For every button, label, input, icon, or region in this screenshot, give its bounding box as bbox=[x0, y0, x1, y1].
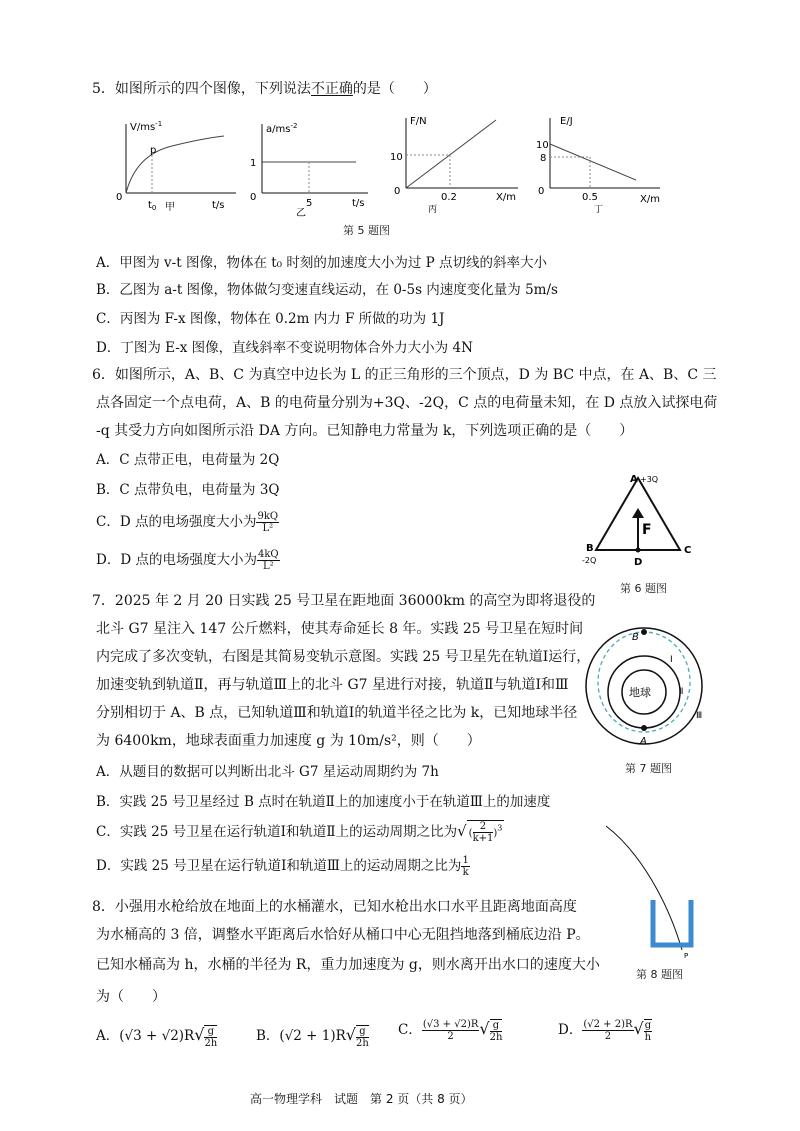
bing-origin: 0 bbox=[394, 186, 401, 197]
bing-ytick: 10 bbox=[390, 152, 403, 163]
q6-stem-line-3: -q 其受力方向如图所示沿 DA 方向。已知静电力常量为 k，下列选项正确的是（ ） bbox=[96, 423, 634, 439]
q5-stem: 5．如图所示的四个图像，下列说法不正确的是（ ） bbox=[92, 81, 437, 97]
vertex-b-charge: -2Q bbox=[582, 556, 597, 565]
ding-xlabel: X/m bbox=[640, 194, 660, 205]
q5-option-a: A．甲图为 v-t 图像，物体在 t₀ 时刻的加速度大小为过 P 点切线的斜率大小 bbox=[96, 255, 548, 271]
q6-stem-line-1: 6．如图所示，A、B、C 为真空中边长为 L 的正三角形的三个顶点，D 为 BC 中点，在 A、B、C 三 bbox=[92, 367, 717, 383]
q7-option-d: D．实践 25 号卫星在运行轨道Ⅰ和轨道Ⅲ上的运动周期之比为 $\frac{1}{k}$ bbox=[96, 855, 469, 878]
q8-option-b: B．(√2 + 1)R√ $\frac{g}{2h}$ bbox=[256, 1025, 369, 1049]
orbit-i-label: Ⅰ bbox=[670, 655, 673, 665]
q7-stem-line-2: 北斗 G7 星注入 147 公斤燃料，使其寿命延长 8 年。实践 25 号卫星在短时间 bbox=[96, 621, 584, 637]
q6-option-d: D．D 点的电场强度大小为 $\frac{4kQ}{\text{L²}}$ bbox=[96, 549, 279, 572]
ding-origin: 0 bbox=[538, 186, 545, 197]
jia-point-label: p bbox=[150, 145, 157, 156]
yi-xtick: 5 bbox=[306, 198, 313, 209]
q6-triangle-figure bbox=[578, 470, 698, 570]
q8-option-d: D． $\frac{(√2 + 2)R}{2}$ √ $\frac{g}{h}$ bbox=[558, 1019, 652, 1043]
q8-stem-line-2: 为水桶高的 3 倍，调整水平距离后水恰好从桶口中心无阻挡地落到桶底边沿 P。 bbox=[96, 927, 590, 943]
q5-option-d: D．丁图为 E-x 图像，直线斜率不变说明物体合外力大小为 4N bbox=[96, 340, 473, 356]
q7-orbit-figure bbox=[582, 620, 722, 750]
jia-xtick: $t_0$ bbox=[148, 200, 157, 212]
q7-stem-line-3: 内完成了多次变轨，右图是其简易变轨示意图。实践 25 号卫星先在轨道Ⅰ运行， bbox=[96, 649, 591, 665]
q7-caption: 第 7 题图 bbox=[625, 762, 672, 775]
point-p-label: P bbox=[684, 952, 689, 960]
point-b-label: B bbox=[632, 632, 639, 643]
q8-option-a: A．(√3 + √2)R√ $\frac{g}{2h}$ bbox=[96, 1025, 218, 1049]
q6-option-b: B．C 点带负电，电荷量为 3Q bbox=[96, 482, 280, 498]
orbit-iii-label: Ⅲ bbox=[696, 711, 703, 721]
q6-stem-line-2: 点各固定一个点电荷，A、B 的电荷量分别为+3Q、-2Q，C 点的电荷量未知，在 D 点放入试探电荷 bbox=[96, 395, 718, 411]
force-label: F bbox=[642, 522, 652, 538]
jia-xlabel: t/s bbox=[212, 200, 225, 211]
bing-xlabel: X/m bbox=[496, 192, 516, 203]
jia-origin: 0 bbox=[116, 192, 123, 203]
point-d-label: D bbox=[634, 557, 643, 568]
q7-option-b: B．实践 25 号卫星经过 B 点时在轨道Ⅱ上的加速度小于在轨道Ⅲ上的加速度 bbox=[96, 794, 551, 810]
yi-ytick: 1 bbox=[250, 158, 257, 169]
vertex-a-label: A bbox=[630, 474, 638, 485]
yi-name: 乙 bbox=[296, 208, 306, 218]
q8-stem-line-4: 为（ ） bbox=[96, 989, 166, 1005]
yi-ylabel: $a/ms^{-2}$ bbox=[266, 122, 298, 135]
q8-bucket-figure bbox=[600, 822, 700, 962]
q6-option-a: A．C 点带正电，电荷量为 2Q bbox=[96, 452, 280, 468]
orbit-ii bbox=[598, 632, 690, 732]
ding-ytick-10: 10 bbox=[536, 140, 549, 151]
ding-ylabel: E/J bbox=[560, 116, 573, 127]
bing-xtick: 0.2 bbox=[441, 192, 457, 203]
vertex-c-label: C bbox=[684, 545, 692, 556]
graph-jia bbox=[112, 118, 242, 218]
ding-xtick: 0.5 bbox=[582, 192, 598, 203]
q6-caption: 第 6 题图 bbox=[620, 582, 667, 595]
bing-ylabel: F/N bbox=[410, 116, 427, 127]
q8-stem-line-1: 8．小强用水枪给放在地面上的水桶灌水，已知水枪出水口水平且距离地面高度 bbox=[92, 899, 577, 915]
bing-name: 丙 bbox=[428, 205, 438, 215]
point-a-label: A bbox=[640, 736, 647, 747]
vertex-a-charge: +3Q bbox=[640, 475, 659, 484]
jia-name: 甲 bbox=[165, 202, 175, 213]
page-footer: 高一物理学科 试题 第 2 页（共 8 页） bbox=[250, 1092, 473, 1106]
q5-caption: 第 5 题图 bbox=[343, 224, 390, 237]
q8-option-c: C． $\frac{(√3 + √2)R}{2}$ √ $\frac{g}{2h}$ bbox=[398, 1019, 503, 1043]
ding-ytick-8: 8 bbox=[540, 153, 547, 164]
q7-option-a: A．从题目的数据可以判断出北斗 G7 星运动周期约为 7h bbox=[96, 764, 439, 780]
graph-bing bbox=[388, 108, 528, 218]
q7-stem-line-1: 7．2025 年 2 月 20 日实践 25 号卫星在距地面 36000km 的高空为即将退役的 bbox=[92, 593, 596, 609]
yi-origin: 0 bbox=[250, 192, 257, 203]
earth-label: 地球 bbox=[629, 686, 651, 699]
q7-option-c: C．实践 25 号卫星在运行轨道Ⅰ和轨道Ⅱ上的运动周期之比为√ ( $\frac{2}{k+1}$ )$^3$ bbox=[96, 821, 503, 844]
q7-stem-line-4: 加速变轨到轨道Ⅱ，再与轨道Ⅲ上的北斗 G7 星进行对接，轨道Ⅱ与轨道Ⅰ和Ⅲ bbox=[96, 677, 569, 693]
q7-stem-line-5: 分别相切于 A、B 点，已知轨道Ⅲ和轨道Ⅰ的轨道半径之比为 k，已知地球半径 bbox=[96, 705, 578, 721]
q5-option-c: C．丙图为 F-x 图像，物体在 0.2m 内力 F 所做的功为 1J bbox=[96, 311, 445, 327]
jia-ylabel: $V/ms^{-1}$ bbox=[130, 120, 163, 133]
q6-option-c: C．D 点的电场强度大小为 $\frac{9kQ}{\text{L²}}$ bbox=[96, 511, 279, 534]
yi-xlabel: t/s bbox=[352, 198, 365, 209]
vertex-b-label: B bbox=[586, 543, 594, 554]
q8-stem-line-3: 已知水桶高为 h，水桶的半径为 R，重力加速度为 g，则水离开出水口的速度大小 bbox=[96, 957, 600, 973]
q5-option-b: B．乙图为 a-t 图像，物体做匀变速直线运动，在 0-5s 内速度变化量为 5m/s bbox=[96, 282, 558, 298]
graph-ding bbox=[532, 108, 672, 218]
q8-caption: 第 8 题图 bbox=[636, 968, 683, 981]
ding-name: 丁 bbox=[594, 205, 604, 215]
q7-stem-line-6: 为 6400km，地球表面重力加速度 g 为 10m/s²，则（ ） bbox=[96, 733, 481, 749]
graph-yi bbox=[248, 118, 378, 218]
orbit-ii-label: Ⅱ bbox=[679, 687, 684, 697]
